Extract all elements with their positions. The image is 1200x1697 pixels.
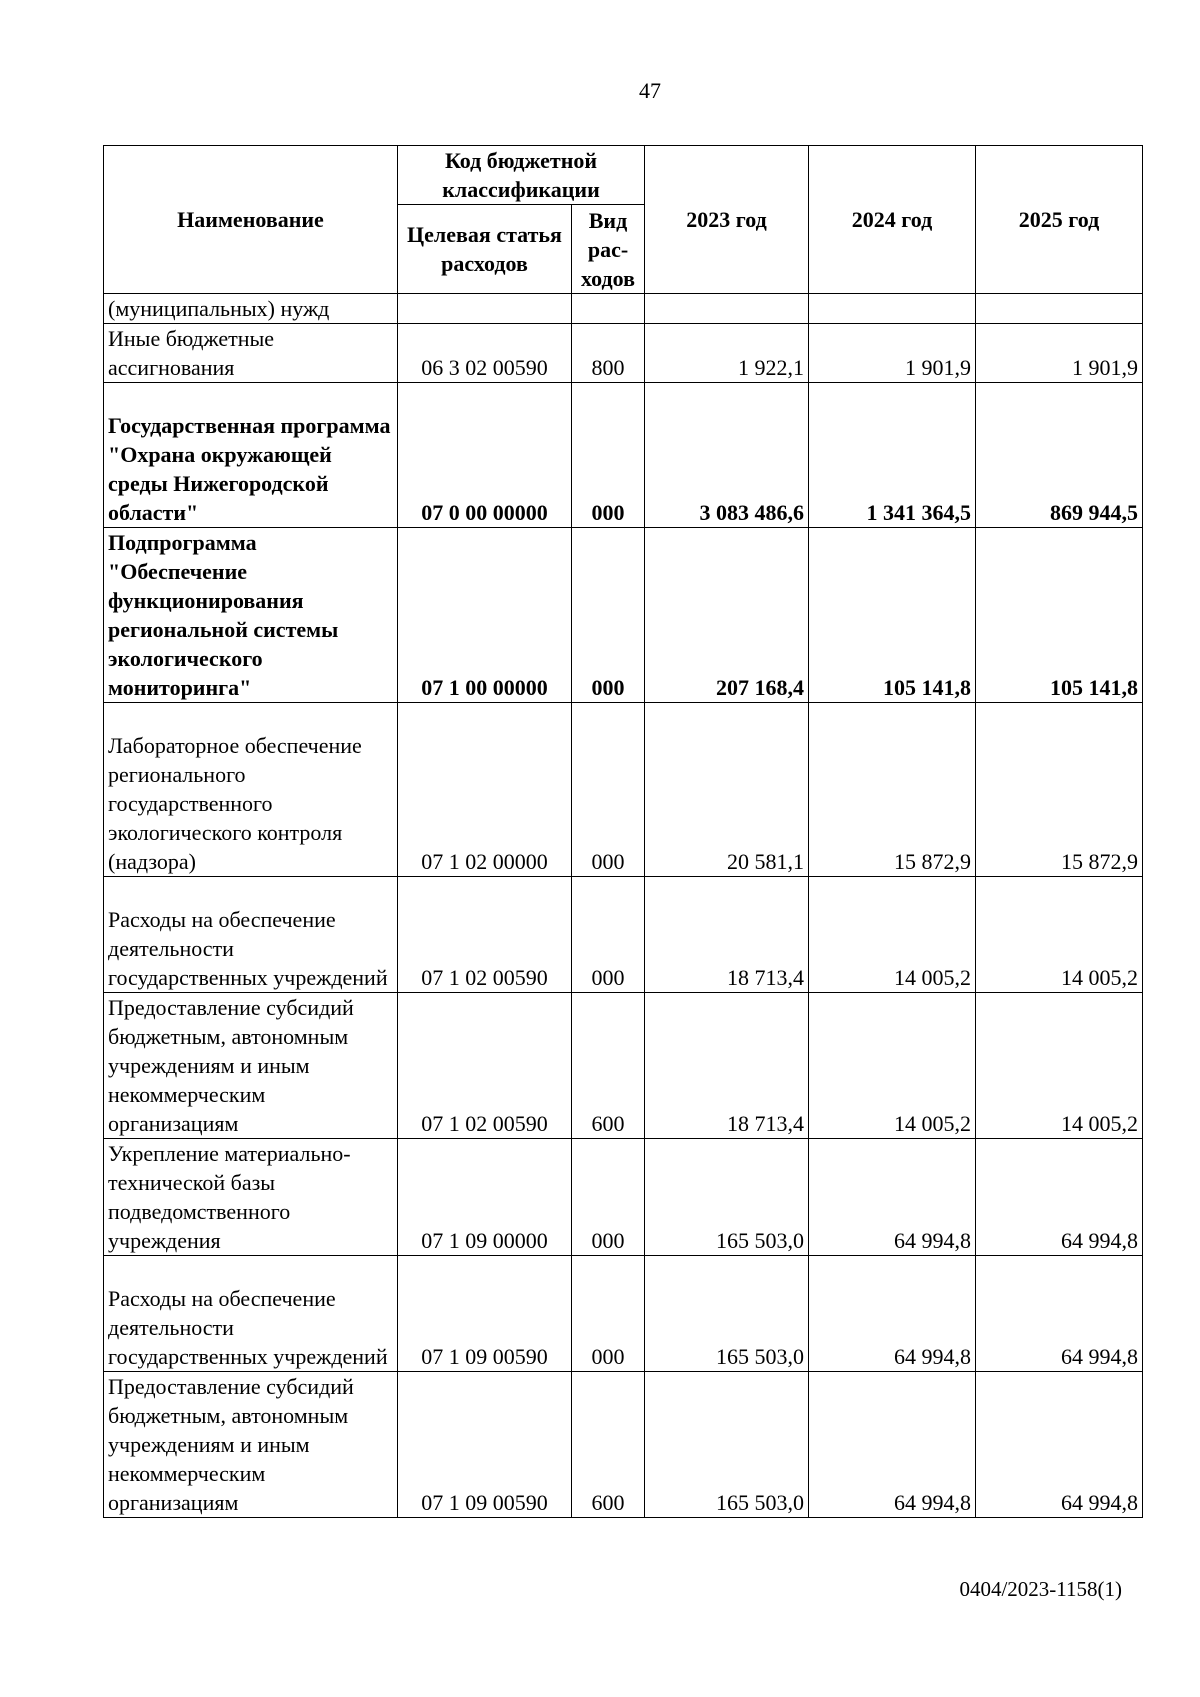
- header-2024: 2024 год: [809, 146, 976, 294]
- row-target-code-cell: 07 1 02 00000: [398, 703, 572, 877]
- row-target-code-cell: 07 1 00 00000: [398, 528, 572, 703]
- table-row: [104, 1256, 1143, 1372]
- header-row-top: [104, 146, 1143, 205]
- row-2024-value-cell: 105 141,8: [809, 528, 976, 703]
- row-expense-type-cell: 000: [572, 528, 645, 703]
- row-2024-value-cell: 64 994,8: [809, 1256, 976, 1372]
- row-name-cell: Расходы на обеспечение деятельности государственных учреждений: [104, 1256, 398, 1372]
- table-row: [104, 528, 1143, 703]
- row-2025-value-cell: 15 872,9: [976, 703, 1143, 877]
- row-2023-value-cell: 165 503,0: [645, 1372, 809, 1518]
- row-expense-type-cell: 000: [572, 703, 645, 877]
- row-2023-value-cell: 3 083 486,6: [645, 383, 809, 528]
- row-expense-type-cell: 600: [572, 993, 645, 1139]
- row-name-cell: Лабораторное обеспечение регионального государственного экологического контроля (надзора): [104, 703, 398, 877]
- row-2024-value-cell: 15 872,9: [809, 703, 976, 877]
- row-2025-value-cell: [976, 294, 1143, 324]
- row-name-cell: Расходы на обеспечение деятельности государственных учреждений: [104, 877, 398, 993]
- row-2024-value-cell: [809, 294, 976, 324]
- row-target-code-cell: 07 1 09 00590: [398, 1256, 572, 1372]
- row-expense-type-cell: 800: [572, 324, 645, 383]
- row-2024-value-cell: 1 901,9: [809, 324, 976, 383]
- row-2024-value-cell: 14 005,2: [809, 877, 976, 993]
- row-target-code-cell: [398, 294, 572, 324]
- row-2025-value-cell: 869 944,5: [976, 383, 1143, 528]
- row-2023-value-cell: 18 713,4: [645, 877, 809, 993]
- header-bk-group: Код бюджетной классификации: [398, 146, 645, 205]
- row-2023-value-cell: 20 581,1: [645, 703, 809, 877]
- table-row: [104, 1139, 1143, 1256]
- row-name-cell: Государственная программа "Охрана окружающей среды Нижегородской области": [104, 383, 398, 528]
- row-expense-type-cell: 600: [572, 1372, 645, 1518]
- table-row: [104, 294, 1143, 324]
- row-2025-value-cell: 14 005,2: [976, 993, 1143, 1139]
- row-expense-type-cell: 000: [572, 383, 645, 528]
- row-target-code-cell: 07 1 09 00000: [398, 1139, 572, 1256]
- row-target-code-cell: 07 1 02 00590: [398, 993, 572, 1139]
- row-2025-value-cell: 64 994,8: [976, 1256, 1143, 1372]
- table-body: [104, 294, 1143, 1518]
- row-name-cell: Предоставление субсидий бюджетным, автономным учреждениям и иным некоммерческим организациям: [104, 993, 398, 1139]
- row-2024-value-cell: 1 341 364,5: [809, 383, 976, 528]
- row-name-cell: (муниципальных) нужд: [104, 294, 398, 324]
- table-row: [104, 703, 1143, 877]
- row-2025-value-cell: 14 005,2: [976, 877, 1143, 993]
- table-row: [104, 1372, 1143, 1518]
- row-target-code-cell: 07 1 02 00590: [398, 877, 572, 993]
- row-name-cell: Иные бюджетные ассигнования: [104, 324, 398, 383]
- row-expense-type-cell: 000: [572, 877, 645, 993]
- row-2023-value-cell: 207 168,4: [645, 528, 809, 703]
- row-2023-value-cell: 165 503,0: [645, 1256, 809, 1372]
- table-row: [104, 877, 1143, 993]
- table-row: [104, 383, 1143, 528]
- row-2023-value-cell: 165 503,0: [645, 1139, 809, 1256]
- row-2024-value-cell: 64 994,8: [809, 1372, 976, 1518]
- row-2023-value-cell: [645, 294, 809, 324]
- row-2025-value-cell: 105 141,8: [976, 528, 1143, 703]
- row-name-cell: Укрепление материально-технической базы подведомственного учреждения: [104, 1139, 398, 1256]
- row-expense-type-cell: [572, 294, 645, 324]
- header-expense-type: Вид рас-ходов: [572, 205, 645, 294]
- row-expense-type-cell: 000: [572, 1139, 645, 1256]
- header-name: Наименование: [104, 146, 398, 294]
- table-row: [104, 324, 1143, 383]
- header-2025: 2025 год: [976, 146, 1143, 294]
- row-2023-value-cell: 1 922,1: [645, 324, 809, 383]
- header-2023: 2023 год: [645, 146, 809, 294]
- row-2025-value-cell: 1 901,9: [976, 324, 1143, 383]
- row-2024-value-cell: 14 005,2: [809, 993, 976, 1139]
- budget-table: [103, 145, 1143, 1518]
- row-name-cell: Предоставление субсидий бюджетным, автономным учреждениям и иным некоммерческим организациям: [104, 1372, 398, 1518]
- row-target-code-cell: 07 1 09 00590: [398, 1372, 572, 1518]
- row-target-code-cell: 07 0 00 00000: [398, 383, 572, 528]
- table-row: [104, 993, 1143, 1139]
- document-code: 0404/2023-1158(1): [959, 1577, 1122, 1601]
- row-name-cell: Подпрограмма "Обеспечение функционирования региональной системы экологического мониторинга": [104, 528, 398, 703]
- row-2023-value-cell: 18 713,4: [645, 993, 809, 1139]
- row-expense-type-cell: 000: [572, 1256, 645, 1372]
- row-2024-value-cell: 64 994,8: [809, 1139, 976, 1256]
- row-target-code-cell: 06 3 02 00590: [398, 324, 572, 383]
- row-2025-value-cell: 64 994,8: [976, 1139, 1143, 1256]
- page-number: 47: [639, 78, 661, 103]
- row-2025-value-cell: 64 994,8: [976, 1372, 1143, 1518]
- header-target-article: Целевая статья расходов: [398, 205, 572, 294]
